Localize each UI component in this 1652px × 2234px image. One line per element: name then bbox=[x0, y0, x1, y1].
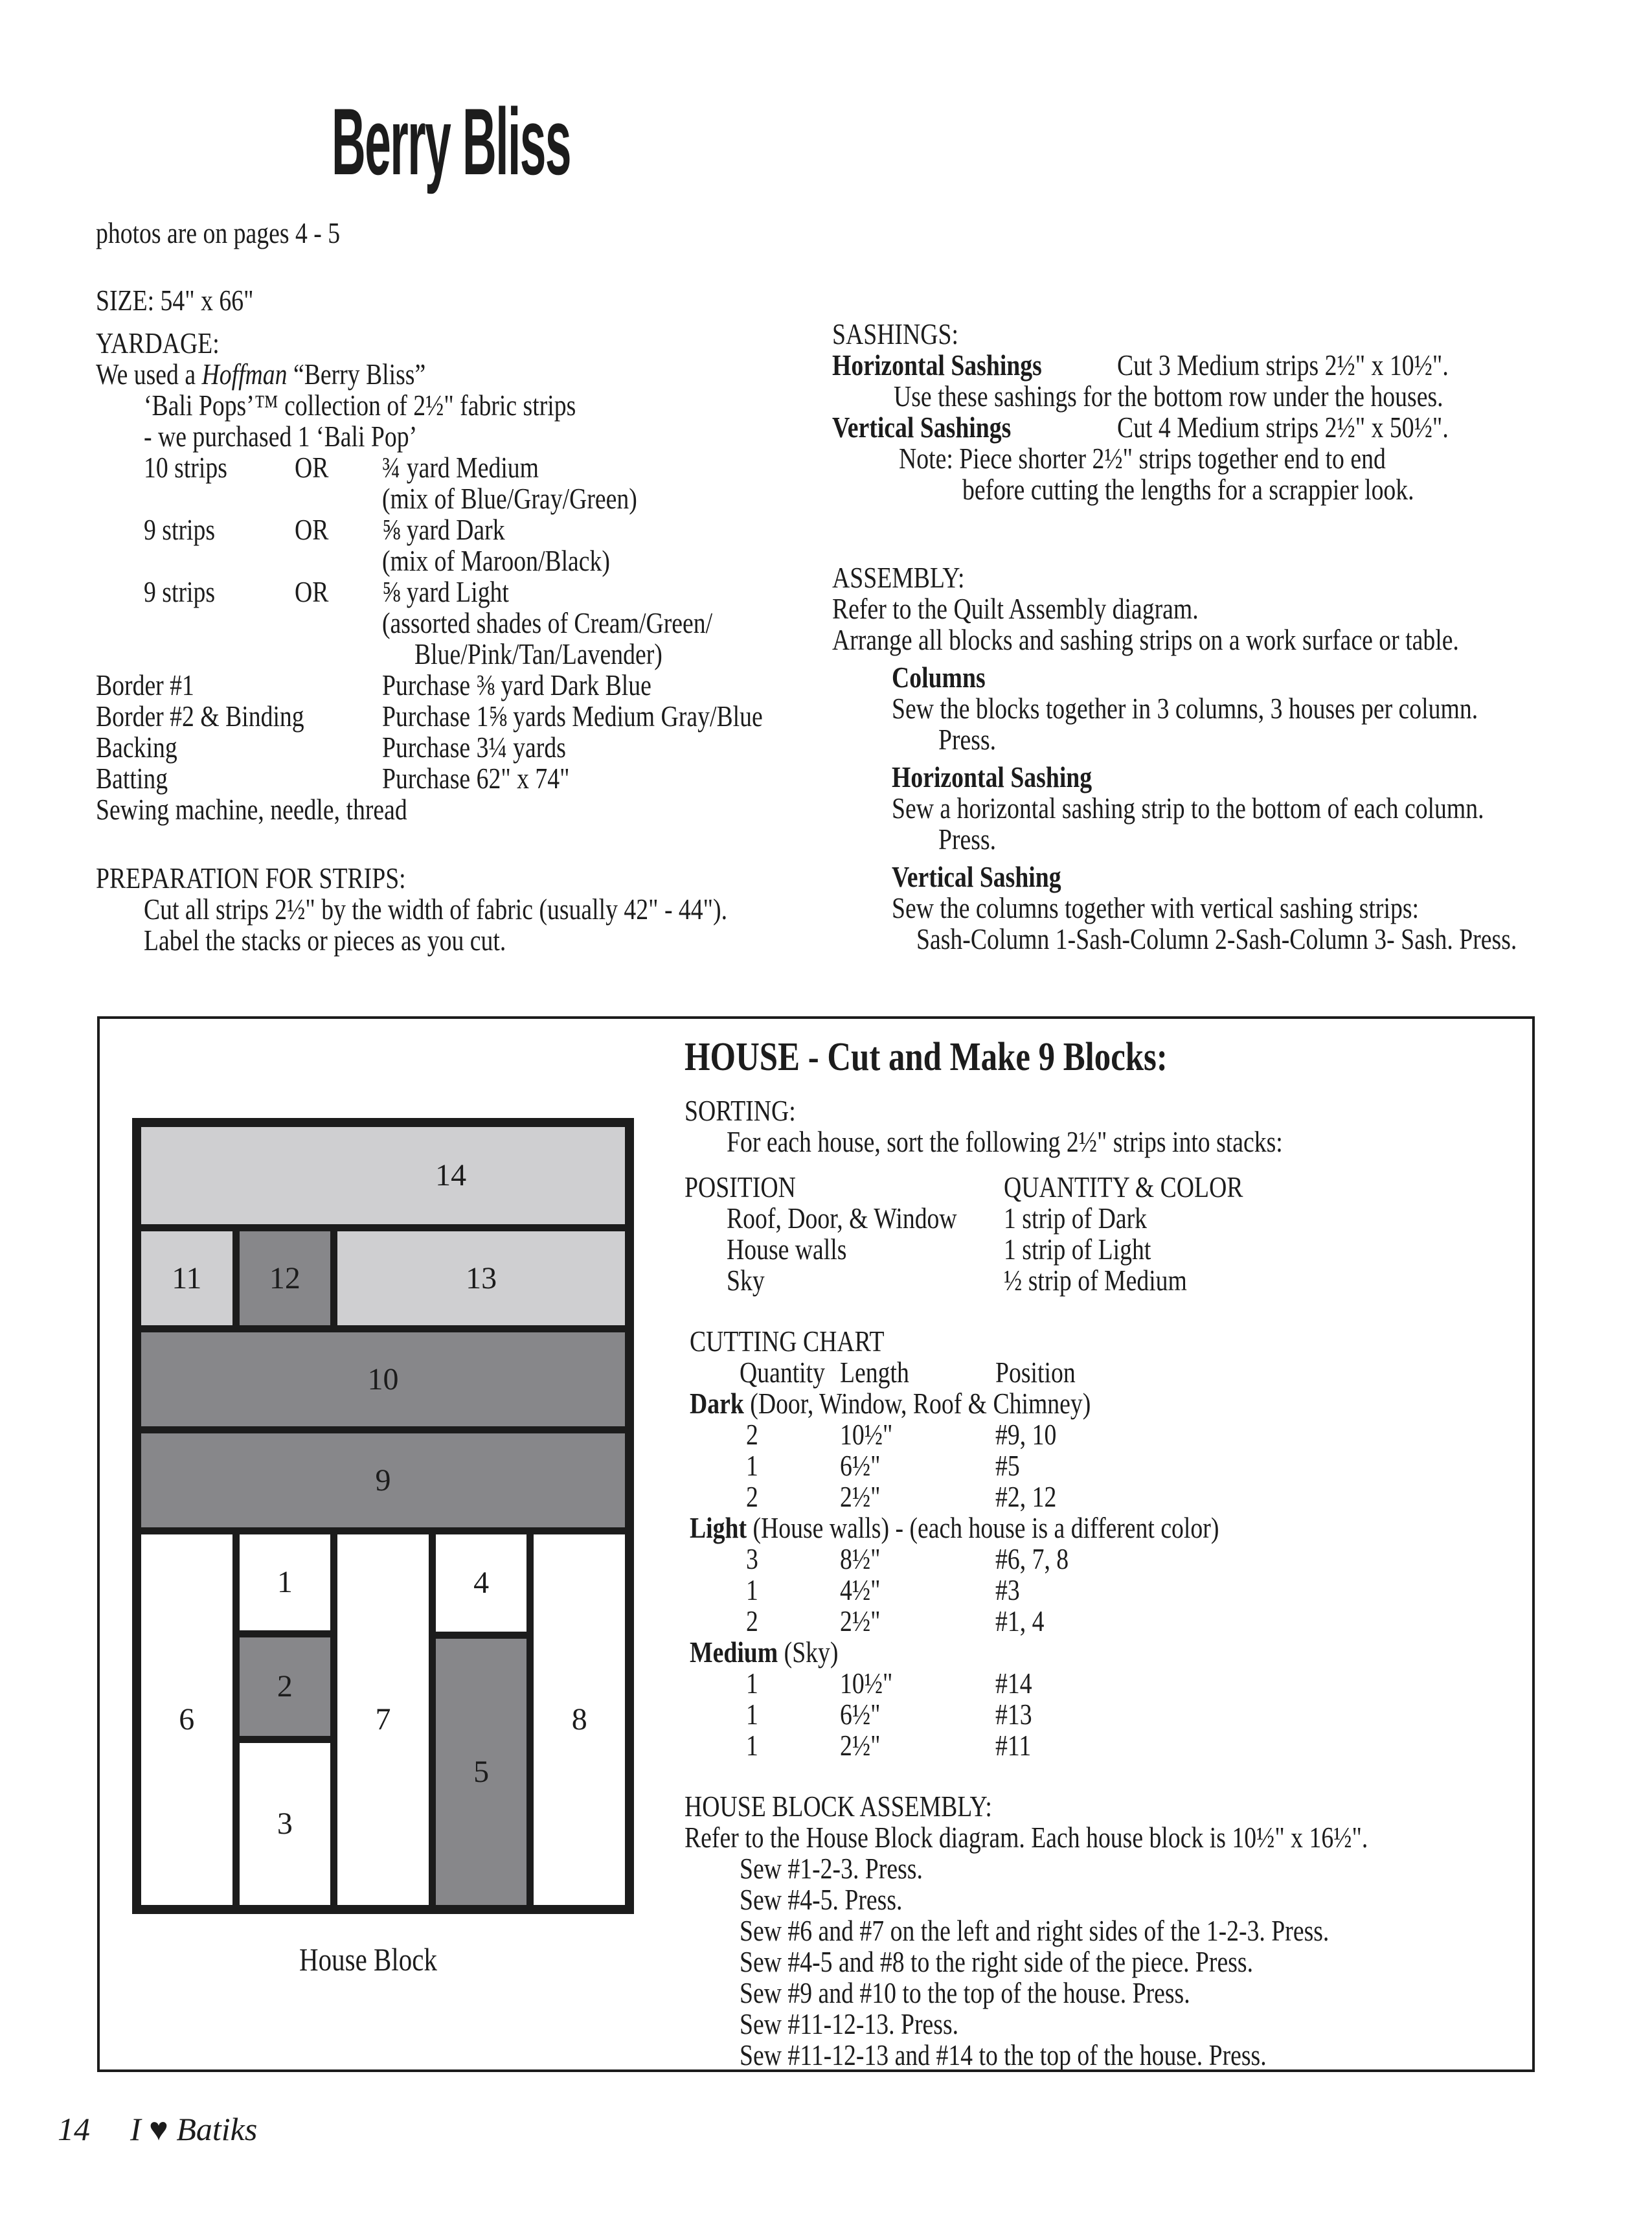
cutting-chart bbox=[685, 1326, 1494, 1761]
assembly-step-line: Press. bbox=[938, 723, 997, 756]
yardage-heading: YARDAGE: bbox=[96, 326, 220, 359]
left-column bbox=[96, 249, 832, 961]
cutting-chart-heading: CUTTING CHART bbox=[690, 1325, 885, 1358]
cutting-group-heading: Medium (Sky) bbox=[690, 1636, 839, 1669]
diagram-piece-9: 9 bbox=[141, 1433, 625, 1527]
yardage-option-row: 9 strips OR ⅝ yard Dark bbox=[144, 513, 505, 546]
diagram-piece-10: 10 bbox=[141, 1332, 625, 1426]
cutting-chart-header-row: Quantity Length Position bbox=[740, 1356, 1076, 1389]
yardage-intro-line: We used a Hoffman “Berry Bliss” bbox=[96, 358, 426, 391]
diagram-piece-13: 13 bbox=[337, 1231, 625, 1325]
supply-row: Batting Purchase 62" x 74" bbox=[96, 762, 570, 795]
preparation-line: Label the stacks or pieces as you cut. bbox=[144, 924, 506, 957]
sorting-row: House walls 1 strip of Light bbox=[727, 1233, 1151, 1266]
cutting-row: 1 6½" #5 bbox=[746, 1449, 1020, 1482]
assembly-intro: Arrange all blocks and sashing strips on a work surface or table. bbox=[832, 623, 1459, 656]
house-block-assembly-step: Sew #6 and #7 on the left and right sides of the 1-2-3. Press. bbox=[740, 1914, 1330, 1947]
sorting-heading: SORTING: bbox=[685, 1094, 796, 1127]
right-column bbox=[832, 249, 1652, 961]
yardage-option-note: Blue/Pink/Tan/Lavender) bbox=[414, 637, 662, 670]
diagram-piece-12: 12 bbox=[240, 1231, 331, 1325]
sorting-row: Roof, Door, & Window 1 strip of Dark bbox=[727, 1202, 1148, 1235]
house-block-assembly-step: Sew #9 and #10 to the top of the house. Press. bbox=[740, 1976, 1190, 2009]
diagram-piece-3: 3 bbox=[240, 1743, 331, 1905]
house-instructions-column bbox=[685, 1019, 1494, 2071]
sorting-table bbox=[685, 1172, 1494, 1296]
page-number: 14 bbox=[58, 2111, 90, 2147]
house-block-assembly-step: Sew #1-2-3. Press. bbox=[740, 1852, 923, 1885]
cutting-group-heading: Dark (Door, Window, Roof & Chimney) bbox=[690, 1387, 1091, 1420]
assembly-intro: Refer to the Quilt Assembly diagram. bbox=[832, 592, 1199, 625]
house-block-assembly-heading: HOUSE BLOCK ASSEMBLY: bbox=[685, 1790, 992, 1823]
house-section-box bbox=[97, 1016, 1535, 2072]
sorting-header-row: POSITION QUANTITY & COLOR bbox=[685, 1170, 1243, 1203]
supplies-extra: Sewing machine, needle, thread bbox=[96, 793, 407, 826]
photos-note: photos are on pages 4 - 5 bbox=[96, 216, 341, 249]
cutting-row: 2 2½" #1, 4 bbox=[746, 1604, 1045, 1637]
size-label: SIZE: 54" x 66" bbox=[96, 284, 254, 317]
yardage-intro-line: - we purchased 1 ‘Bali Pop’ bbox=[144, 420, 418, 453]
diagram-piece-8: 8 bbox=[534, 1534, 625, 1905]
assembly-step-line: Sew a horizontal sashing strip to the bottom of each column. bbox=[892, 792, 1484, 825]
assembly-step-title: Horizontal Sashing bbox=[892, 760, 1092, 793]
assembly-step-title: Columns bbox=[892, 661, 986, 694]
assembly-step-line: Sew the blocks together in 3 columns, 3 houses per column. bbox=[892, 692, 1478, 725]
page-title: Berry Bliss bbox=[332, 89, 571, 194]
house-block-assembly bbox=[685, 1791, 1494, 2071]
yardage-option-row: 10 strips OR ¾ yard Medium bbox=[144, 451, 539, 484]
yardage-option-note: (assorted shades of Cream/Green/ bbox=[382, 606, 713, 639]
assembly-heading: ASSEMBLY: bbox=[832, 561, 965, 594]
diagram-window-column bbox=[436, 1534, 527, 1905]
diagram-piece-1: 1 bbox=[240, 1534, 331, 1630]
house-block-assembly-step: Sew #4-5. Press. bbox=[740, 1883, 903, 1916]
sashing-row: Horizontal Sashings Cut 3 Medium strips 2½" x 10½". bbox=[832, 348, 1449, 382]
assembly-step-title: Vertical Sashing bbox=[892, 860, 1061, 893]
assembly-step-line: Sew the columns together with vertical sashing strips: bbox=[892, 891, 1419, 924]
page-footer bbox=[58, 2111, 1652, 2147]
house-block-grid bbox=[132, 1118, 634, 1914]
house-block-assembly-intro: Refer to the House Block diagram. Each house block is 10½" x 16½". bbox=[685, 1821, 1368, 1854]
diagram-piece-11: 11 bbox=[141, 1231, 232, 1325]
sashing-note: Note: Piece shorter 2½" strips together end to end bbox=[899, 442, 1386, 475]
cutting-row: 1 2½" #11 bbox=[746, 1729, 1032, 1762]
cutting-row: 1 6½" #13 bbox=[746, 1698, 1032, 1731]
footer-brand: I ♥ Batiks bbox=[130, 2111, 258, 2147]
yardage-option-note: (mix of Blue/Gray/Green) bbox=[382, 482, 637, 515]
sashing-row: Vertical Sashings Cut 4 Medium strips 2½" x 50½". bbox=[832, 411, 1449, 444]
preparation-line: Cut all strips 2½" by the width of fabric (usually 42" - 44"). bbox=[144, 893, 728, 926]
house-block-assembly-step: Sew #4-5 and #8 to the right side of the piece. Press. bbox=[740, 1945, 1254, 1978]
assembly-step bbox=[832, 762, 1652, 855]
supply-row: Border #2 & Binding Purchase 1⅝ yards Medium Gray/Blue bbox=[96, 700, 763, 733]
sashing-note: Use these sashings for the bottom row under the houses. bbox=[894, 380, 1443, 413]
assembly-step-line: Press. bbox=[938, 823, 997, 856]
preparation-heading: PREPARATION FOR STRIPS: bbox=[96, 861, 406, 895]
sorting-intro: For each house, sort the following 2½" strips into stacks: bbox=[727, 1125, 1283, 1158]
sashings-heading: SASHINGS: bbox=[832, 317, 958, 350]
assembly-section bbox=[832, 562, 1652, 955]
cutting-row: 3 8½" #6, 7, 8 bbox=[746, 1542, 1069, 1575]
diagram-piece-2: 2 bbox=[240, 1637, 331, 1736]
house-block-diagram bbox=[132, 1118, 634, 1978]
yardage-intro-line: ‘Bali Pops’™ collection of 2½" fabric strips bbox=[144, 389, 576, 422]
cutting-row: 1 10½" #14 bbox=[746, 1667, 1032, 1700]
cutting-group-heading: Light (House walls) - (each house is a different color) bbox=[690, 1511, 1219, 1544]
assembly-step bbox=[832, 662, 1652, 755]
assembly-step-line: Sash-Column 1-Sash-Column 2-Sash-Column 3- Sash. Press. bbox=[916, 922, 1517, 955]
house-heading: HOUSE - Cut and Make 9 Blocks: bbox=[685, 1035, 1168, 1079]
diagram-door-column bbox=[240, 1534, 331, 1905]
page bbox=[0, 89, 1652, 2147]
diagram-piece-6: 6 bbox=[141, 1534, 232, 1905]
supply-row: Backing Purchase 3¼ yards bbox=[96, 731, 566, 764]
diagram-piece-7: 7 bbox=[337, 1534, 429, 1905]
yardage-option-row: 9 strips OR ⅝ yard Light bbox=[144, 575, 509, 608]
top-columns bbox=[96, 249, 1652, 961]
assembly-step bbox=[832, 861, 1652, 955]
cutting-row: 2 10½" #9, 10 bbox=[746, 1418, 1057, 1451]
cutting-row: 1 4½" #3 bbox=[746, 1573, 1020, 1606]
sashing-note: before cutting the lengths for a scrappier look. bbox=[962, 473, 1414, 506]
house-block-assembly-step: Sew #11-12-13. Press. bbox=[740, 2007, 959, 2040]
sorting-row: Sky ½ strip of Medium bbox=[727, 1264, 1187, 1297]
yardage-option-note: (mix of Maroon/Black) bbox=[382, 544, 610, 577]
cutting-row: 2 2½" #2, 12 bbox=[746, 1480, 1057, 1513]
house-block-assembly-step: Sew #11-12-13 and #14 to the top of the house. Press. bbox=[740, 2038, 1267, 2071]
diagram-piece-4: 4 bbox=[436, 1534, 527, 1632]
diagram-piece-5: 5 bbox=[436, 1639, 527, 1905]
diagram-piece-14: 14 bbox=[141, 1127, 625, 1224]
supply-row: Border #1 Purchase ⅜ yard Dark Blue bbox=[96, 668, 651, 701]
diagram-caption: House Block bbox=[299, 1941, 437, 1978]
